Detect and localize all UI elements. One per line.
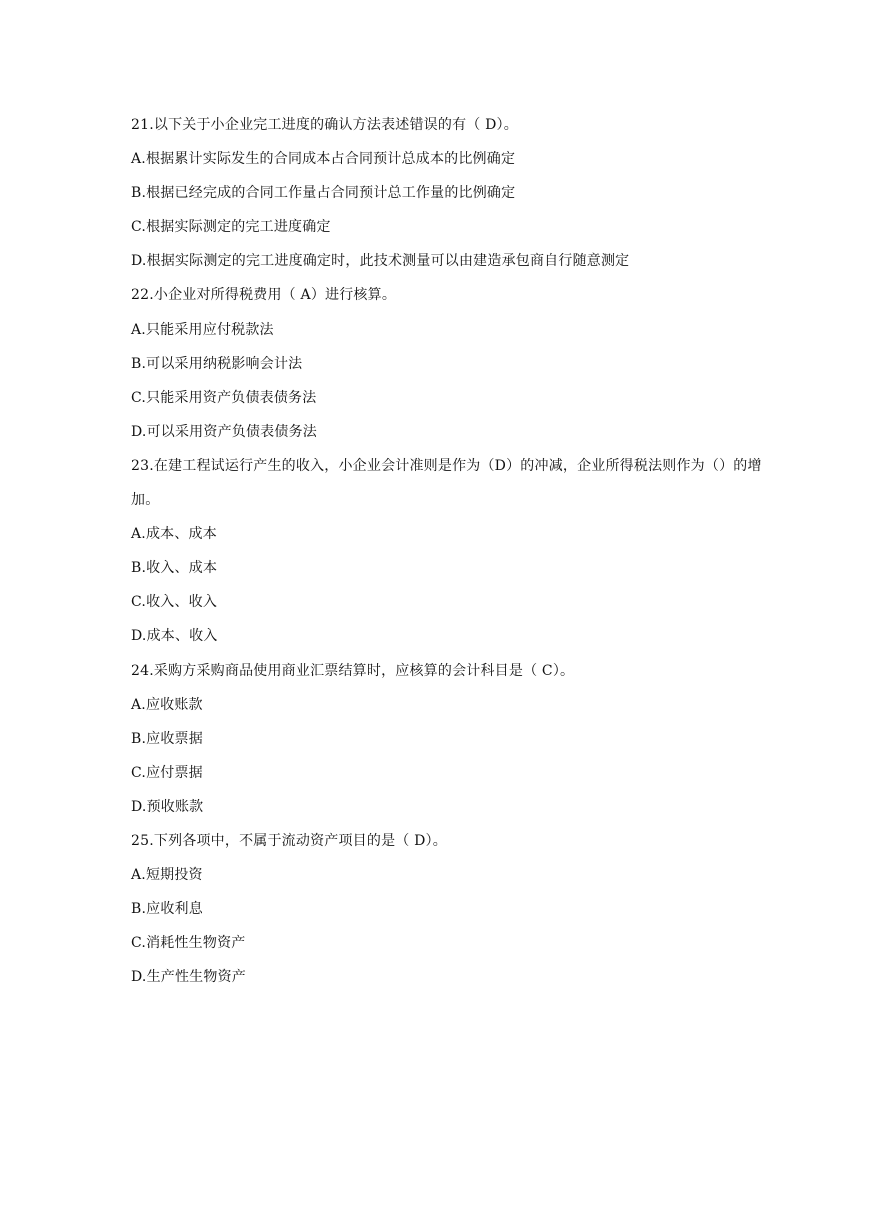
option-d: D.生产性生物资产 <box>131 969 246 986</box>
option-b: B.可以采用纳税影响会计法 <box>131 355 303 372</box>
option-a: A.只能采用应付税款法 <box>131 321 274 338</box>
option-d: D.成本、收入 <box>131 628 218 645</box>
option-b: B.应收票据 <box>131 730 203 747</box>
option-d: D.可以采用资产负债表债务法 <box>131 423 317 440</box>
option-c: C.消耗性生物资产 <box>131 935 246 952</box>
question-stem: 24.采购方采购商品使用商业汇票结算时，应核算的会计科目是（ C）。 <box>131 662 575 679</box>
question-stem: 21.以下关于小企业完工进度的确认方法表述错误的有（ D）。 <box>131 117 518 133</box>
option-a: A.成本、成本 <box>131 526 217 543</box>
option-a: A.根据累计实际发生的合同成本占合同预计总成本的比例确定 <box>131 151 516 168</box>
option-d: D.根据实际测定的完工进度确定时，此技术测量可以由建造承包商自行随意测定 <box>131 253 630 270</box>
question-21 <box>131 108 771 278</box>
option-c: C.只能采用资产负债表债务法 <box>131 389 317 406</box>
question-stem: 22.小企业对所得税费用（ A）进行核算。 <box>131 287 397 304</box>
question-23 <box>131 449 771 654</box>
option-b: B.根据已经完成的合同工作量占合同预计总工作量的比例确定 <box>131 185 516 202</box>
option-c: C.根据实际测定的完工进度确定 <box>131 219 331 236</box>
option-c: C.应付票据 <box>131 764 203 781</box>
question-list <box>131 108 771 994</box>
question-stem: 25.下列各项中，不属于流动资产项目的是（ D）。 <box>131 832 447 849</box>
question-stem: 23.在建工程试运行产生的收入，小企业会计准则是作为（D）的冲减，企业所得税法则作为（）的增加。 <box>131 457 762 509</box>
option-d: D.预收账款 <box>131 798 204 815</box>
option-a: A.短期投资 <box>131 867 203 884</box>
question-24 <box>131 654 771 824</box>
option-a: A.应收账款 <box>131 696 203 713</box>
option-c: C.收入、收入 <box>131 594 218 611</box>
option-b: B.应收利息 <box>131 901 203 918</box>
question-25 <box>131 824 771 994</box>
option-b: B.收入、成本 <box>131 560 218 577</box>
question-22 <box>131 278 771 448</box>
